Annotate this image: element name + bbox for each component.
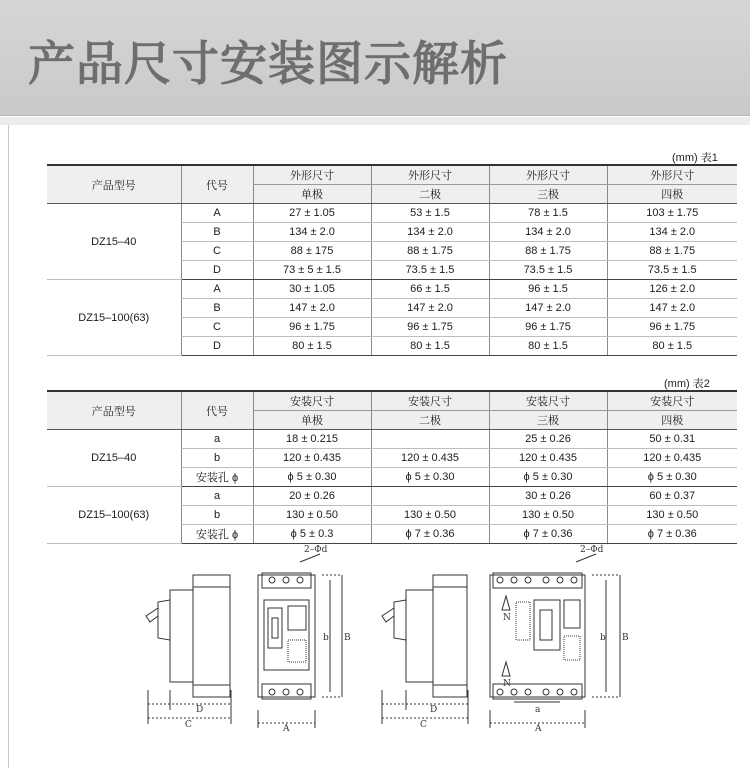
- header-divider: [0, 117, 750, 125]
- dim-label-C-right: C: [420, 720, 427, 730]
- front-view-left: [258, 554, 342, 728]
- side-view-right: [382, 575, 468, 724]
- dim-label-B-left: B: [344, 633, 351, 643]
- header-group: 外形尺寸: [371, 165, 489, 185]
- code-cell: 安装孔 ϕ: [181, 525, 253, 544]
- value-cell: 134 ± 2.0: [371, 223, 489, 242]
- hole-label-left: 2–Φd: [304, 545, 328, 555]
- header-pole: 四极: [607, 185, 737, 204]
- dim-label-b-right: b: [600, 633, 606, 643]
- header-pole: 三极: [489, 411, 607, 430]
- code-cell: C: [181, 318, 253, 337]
- value-cell: 96 ± 1.75: [371, 318, 489, 337]
- code-cell: a: [181, 430, 253, 449]
- value-cell: 120 ± 0.435: [607, 449, 737, 468]
- header-pole: 三极: [489, 185, 607, 204]
- value-cell: ϕ 5 ± 0.3: [253, 525, 371, 544]
- value-cell: 66 ± 1.5: [371, 280, 489, 299]
- value-cell: 73.5 ± 1.5: [489, 261, 607, 280]
- value-cell: 96 ± 1.75: [253, 318, 371, 337]
- value-cell: 60 ± 0.37: [607, 487, 737, 506]
- value-cell: ϕ 5 ± 0.30: [371, 468, 489, 487]
- code-cell: D: [181, 337, 253, 356]
- header-group: 安装尺寸: [371, 391, 489, 411]
- value-cell: 88 ± 1.75: [371, 242, 489, 261]
- header-model: 产品型号: [47, 391, 181, 430]
- code-cell: A: [181, 204, 253, 223]
- dim-label-b-left: b: [323, 633, 329, 643]
- installation-dimension-table: [47, 390, 737, 544]
- value-cell: 30 ± 1.05: [253, 280, 371, 299]
- header-pole: 单极: [253, 411, 371, 430]
- header-group: 外形尺寸: [607, 165, 737, 185]
- value-cell: 73.5 ± 1.5: [607, 261, 737, 280]
- header-pole: 二极: [371, 411, 489, 430]
- table-row: [47, 280, 737, 299]
- value-cell: 25 ± 0.26: [489, 430, 607, 449]
- code-cell: a: [181, 487, 253, 506]
- header-group: 安装尺寸: [253, 391, 371, 411]
- value-cell: ϕ 5 ± 0.30: [607, 468, 737, 487]
- table-row: [47, 204, 737, 223]
- value-cell: 147 ± 2.0: [607, 299, 737, 318]
- dim-label-A-left: A: [283, 724, 290, 734]
- value-cell: ϕ 7 ± 0.36: [489, 525, 607, 544]
- value-cell: [371, 487, 489, 506]
- side-view-left: [146, 575, 231, 724]
- value-cell: 147 ± 2.0: [371, 299, 489, 318]
- code-cell: B: [181, 223, 253, 242]
- dim-label-A-right: A: [535, 724, 542, 734]
- header-group: 外形尺寸: [489, 165, 607, 185]
- dim-label-D-left: D: [196, 705, 204, 715]
- value-cell: 130 ± 0.50: [371, 506, 489, 525]
- value-cell: 120 ± 0.435: [489, 449, 607, 468]
- value-cell: ϕ 5 ± 0.30: [253, 468, 371, 487]
- value-cell: 96 ± 1.75: [489, 318, 607, 337]
- value-cell: 80 ± 1.5: [607, 337, 737, 356]
- n-mark-bottom: N: [503, 679, 511, 689]
- header-code: 代号: [181, 165, 253, 204]
- value-cell: 147 ± 2.0: [253, 299, 371, 318]
- value-cell: 73 ± 5 ± 1.5: [253, 261, 371, 280]
- value-cell: 120 ± 0.435: [371, 449, 489, 468]
- model-cell: DZ15–40: [47, 430, 181, 487]
- value-cell: 147 ± 2.0: [489, 299, 607, 318]
- value-cell: 130 ± 0.50: [607, 506, 737, 525]
- code-cell: D: [181, 261, 253, 280]
- value-cell: 50 ± 0.31: [607, 430, 737, 449]
- table-row: [47, 430, 737, 449]
- header-group: 安装尺寸: [607, 391, 737, 411]
- value-cell: 134 ± 2.0: [489, 223, 607, 242]
- value-cell: 30 ± 0.26: [489, 487, 607, 506]
- code-cell: C: [181, 242, 253, 261]
- header-pole: 四极: [607, 411, 737, 430]
- value-cell: 134 ± 2.0: [253, 223, 371, 242]
- value-cell: 78 ± 1.5: [489, 204, 607, 223]
- value-cell: 96 ± 1.5: [489, 280, 607, 299]
- header-model: 产品型号: [47, 165, 181, 204]
- table-row: [47, 487, 737, 506]
- table2-unit-label: (mm) 表2: [664, 378, 710, 390]
- code-cell: b: [181, 506, 253, 525]
- value-cell: 80 ± 1.5: [253, 337, 371, 356]
- value-cell: 88 ± 1.75: [489, 242, 607, 261]
- value-cell: 88 ± 1.75: [607, 242, 737, 261]
- code-cell: A: [181, 280, 253, 299]
- header-pole: 二极: [371, 185, 489, 204]
- page-title: 产品尺寸安装图示解析: [28, 37, 508, 92]
- header-pole: 单极: [253, 185, 371, 204]
- value-cell: 126 ± 2.0: [607, 280, 737, 299]
- value-cell: 130 ± 0.50: [253, 506, 371, 525]
- value-cell: ϕ 5 ± 0.30: [489, 468, 607, 487]
- outline-dimension-table: [47, 164, 737, 356]
- value-cell: 27 ± 1.05: [253, 204, 371, 223]
- hole-label-right: 2–Φd: [580, 545, 604, 555]
- n-mark-top: N: [503, 613, 511, 623]
- model-cell: DZ15–100(63): [47, 280, 181, 356]
- value-cell: 18 ± 0.215: [253, 430, 371, 449]
- model-cell: DZ15–40: [47, 204, 181, 280]
- value-cell: 20 ± 0.26: [253, 487, 371, 506]
- value-cell: ϕ 7 ± 0.36: [371, 525, 489, 544]
- value-cell: 88 ± 175: [253, 242, 371, 261]
- value-cell: 96 ± 1.75: [607, 318, 737, 337]
- dim-label-C-left: C: [185, 720, 192, 730]
- code-cell: 安装孔 ϕ: [181, 468, 253, 487]
- page-header: [0, 0, 750, 116]
- value-cell: 80 ± 1.5: [489, 337, 607, 356]
- value-cell: ϕ 7 ± 0.36: [607, 525, 737, 544]
- code-cell: B: [181, 299, 253, 318]
- header-group: 安装尺寸: [489, 391, 607, 411]
- value-cell: [371, 430, 489, 449]
- value-cell: 120 ± 0.435: [253, 449, 371, 468]
- model-cell: DZ15–100(63): [47, 487, 181, 544]
- value-cell: 130 ± 0.50: [489, 506, 607, 525]
- table1-unit-label: (mm) 表1: [672, 152, 718, 164]
- dim-label-a-right: a: [535, 705, 541, 715]
- value-cell: 134 ± 2.0: [607, 223, 737, 242]
- value-cell: 53 ± 1.5: [371, 204, 489, 223]
- value-cell: 80 ± 1.5: [371, 337, 489, 356]
- header-code: 代号: [181, 391, 253, 430]
- value-cell: 103 ± 1.75: [607, 204, 737, 223]
- header-group: 外形尺寸: [253, 165, 371, 185]
- installation-diagram: [0, 540, 750, 768]
- code-cell: b: [181, 449, 253, 468]
- dim-label-D-right: D: [430, 705, 438, 715]
- dim-label-B-right: B: [622, 633, 629, 643]
- value-cell: 73.5 ± 1.5: [371, 261, 489, 280]
